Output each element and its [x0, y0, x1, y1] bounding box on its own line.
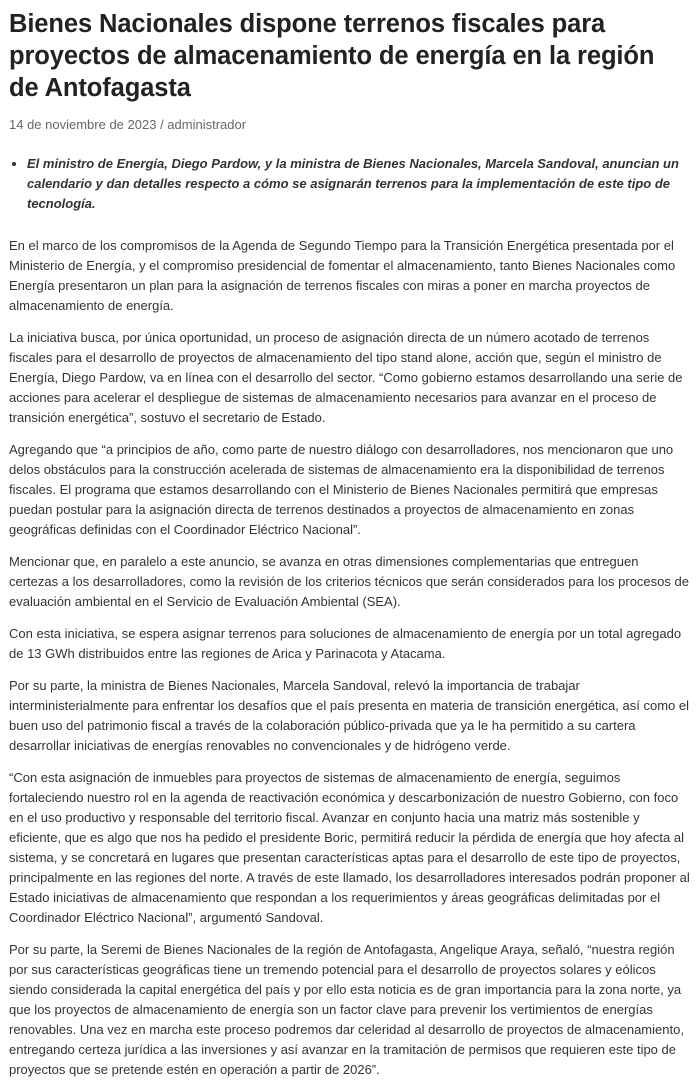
body-paragraph: Por su parte, la ministra de Bienes Nacionales, Marcela Sandoval, relevó la importancia de trabajar interministerialmente para enfrentar los desafíos que el país presenta en materia de transición energética, así como el buen uso del patrimonio fiscal a través de la colaboración público-privada que ya le ha permitido a su cartera desarrollar iniciativas de energías renovables no convencionales y de hidrógeno verde. — [9, 678, 689, 753]
article-date-link[interactable]: 14 de noviembre de 2023 — [9, 117, 157, 132]
body-paragraph: Mencionar que, en paralelo a este anuncio, se avanza en otras dimensiones complementarias que entreguen certezas a los desarrolladores, como la revisión de los criterios técnicos que serán considerados para los procesos de evaluación ambiental en el Servicio de Evaluación Ambiental (SEA). — [9, 554, 689, 609]
article-body — [9, 236, 690, 1080]
body-paragraph: Con esta iniciativa, se espera asignar terrenos para soluciones de almacenamiento de energía por un total agregado de 13 GWh distribuidos entre las regiones de Arica y Parinacota y Atacama. — [9, 626, 682, 661]
meta-separator: / — [156, 117, 168, 132]
body-paragraph: “Con esta asignación de inmuebles para proyectos de sistemas de almacenamiento de energía, seguimos fortaleciendo nuestro rol en la agenda de reactivación económica y descarbonización de nuestro Gobierno, con foco en el uso productivo y responsable del territorio fiscal. Avanzar en conjunto hacia una matriz más sostenible y eficiente, que es algo que nos ha pedido el presidente Boric, permitirá reducir la pérdida de energía que hoy afecta al sistema, y se concretará en lugares que presentan características aptas para el desarrollo de este tipo de proyectos, principalmente en las regiones del norte. A través de este llamado, los desarrolladores interesados podrán proponer al Estado iniciativas de almacenamiento que respondan a los requerimientos y áreas geográficas delimitadas por el Coordinador Eléctrico Nacional”, argumentó Sandoval. — [9, 770, 690, 925]
article-author-link[interactable]: administrador — [167, 117, 247, 132]
article-title: Bienes Nacionales dispone terrenos fiscales para proyectos de almacenamiento de energía en la región de Antofagasta — [9, 10, 655, 102]
body-paragraph: Por su parte, la Seremi de Bienes Nacionales de la región de Antofagasta, Angelique Araya, señaló, “nuestra región por sus características geográficas tiene un tremendo potencial para el desarrollo de proyectos solares y eólicos siendo considerada la capital energética del país y por ello esta noticia es de gran importancia para la zona norte, ya que los proyectos de almacenamiento de energía son un factor clave para prevenir los vertimientos de energías renovables. Una vez en marcha este proceso podremos dar celeridad al desarrollo de proyectos de almacenamiento, entregando certeza jurídica a las inversiones y así avanzar en la tramitación de permisos que requieren este tipo de proyectos que se pretende estén en operación a partir de 2026”. — [9, 942, 684, 1077]
article-summary-list — [9, 154, 690, 214]
body-paragraph: La iniciativa busca, por única oportunidad, un proceso de asignación directa de un número acotado de terrenos fiscales para el desarrollo de proyectos de almacenamiento del tipo stand alone, acción que, según el ministro de Energía, Diego Pardow, va en línea con el desarrollo del sector. “Como gobierno estamos desarrollando una serie de acciones para acelerar el despliegue de sistemas de almacenamiento necesarios para avanzar en el proceso de transición energética”, sostuvo el secretario de Estado. — [9, 330, 683, 425]
article-meta — [9, 116, 690, 134]
article-summary: • El ministro de Energía, Diego Pardow, y la ministra de Bienes Nacionales, Marcela Sandoval, anuncian un calendario y dan detalles respecto a cómo se asignarán terrenos para la implementación de este tipo de tecnología. — [27, 154, 690, 214]
body-paragraph: En el marco de los compromisos de la Agenda de Segundo Tiempo para la Transición Energética presentada por el Ministerio de Energía, y el compromiso presidencial de fomentar el almacenamiento, tanto Bienes Nacionales como Energía presentaron un plan para la asignación de terrenos fiscales con miras a poner en marcha proyectos de almacenamiento de energía. — [9, 238, 676, 313]
body-paragraph: Agregando que “a principios de año, como parte de nuestro diálogo con desarrolladores, nos mencionaron que uno delos obstáculos para la construcción acelerada de sistemas de almacenamiento era la disponibilidad de terrenos fiscales. El programa que estamos desarrollando con el Ministerio de Bienes Nacionales permitirá que empresas puedan postular para la asignación directa de terrenos destinados a proyectos de almacenamiento en zonas geográficas definidas con el Coordinador Eléctrico Nacional”. — [9, 442, 674, 537]
